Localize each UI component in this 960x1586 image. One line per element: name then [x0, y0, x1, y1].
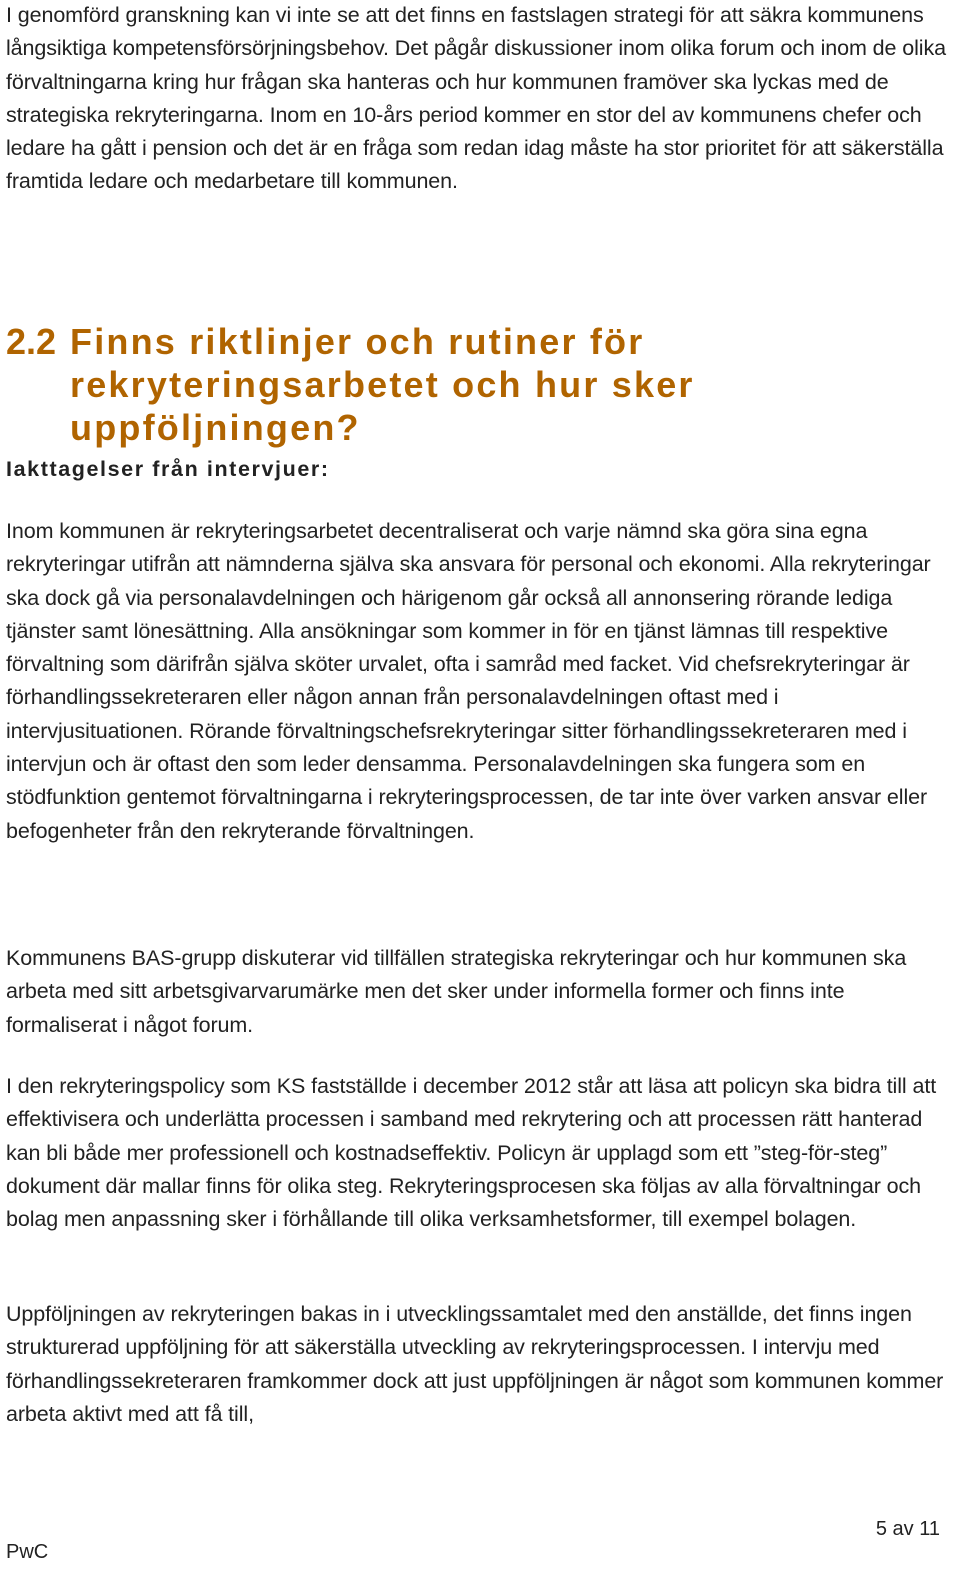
- section-number: 2.2: [6, 321, 57, 362]
- section-title: Finns riktlinjer och rutiner för rekryteringsarbetet och hur sker uppföljningen?: [70, 321, 695, 448]
- section-heading: [6, 320, 952, 449]
- body-paragraph-1: Inom kommunen är rekryteringsarbetet decentraliserat och varje nämnd ska göra sina egna rekryteringar utifrån att nämnderna själva ska ansvara för personal och ekonomi. Alla rekryteringar ska dock gå via personalavdelningen och härigenom går också all annonsering rörande lediga tjänster samt lönesättning. Alla ansökningar som kommer in för en tjänst lämnas till respektive förvaltning som därifrån själva sköter urvalet, ofta i samråd med facket. Vid chefsrekryteringar är förhandlingssekreteraren eller någon annan från personalavdelningen oftast med i intervjusituationen. Rörande förvaltningschefsrekryteringar sitter förhandlingssekreteraren med i intervjun och är oftast den som leder densamma. Personalavdelningen ska fungera som en stödfunktion gentemot förvaltningarna i rekryteringsprocessen, de tar inte över varken ansvar eller befogenheter från den rekryterande förvaltningen.: [6, 519, 931, 843]
- footer-brand: PwC: [6, 1541, 49, 1563]
- body-paragraph-2: Kommunens BAS-grupp diskuterar vid tillfällen strategiska rekryteringar och hur kommunen ska arbeta med sitt arbetsgivarvarumärke men det sker under informella former och finns inte formaliserat i något forum.: [6, 946, 907, 1037]
- body-paragraph-3: I den rekryteringspolicy som KS fastställde i december 2012 står att läsa att policyn ska bidra till att effektivisera och underlätta processen i samband med rekrytering och att processen rätt hanterad kan bli både mer professionell och kostnadseffektiv. Policyn är upplagd som ett ”steg-för-steg” dokument där mallar finns för olika steg. Rekryteringsprocesen ska följas av alla förvaltningar och bolag men anpassning sker i förhållande till olika verksamhetsformer, till exempel bolagen.: [6, 1074, 937, 1232]
- body-paragraph-4: Uppföljningen av rekryteringen bakas in i utvecklingssamtalet med den anställde, det finns ingen strukturerad uppföljning för att säkerställa utveckling av rekryteringsprocessen. I intervju med förhandlingssekreteraren framkommer dock att just uppföljningen är något som kommunen kommer arbeta aktivt med att få till,: [6, 1302, 944, 1426]
- intro-paragraph: I genomförd granskning kan vi inte se att det finns en fastslagen strategi för att säkra kommunens långsiktiga kompetensförsörjningsbehov. Det pågår diskussioner inom olika forum och inom de olika förvaltningarna kring hur frågan ska hanteras och hur kommunen framöver ska lyckas med de strategiska rekryteringarna. Inom en 10-års period kommer en stor del av kommunens chefer och ledare ha gått i pension och det är en fråga som redan idag måste ha stor prioritet för att säkerställa framtida ledare och medarbetare till kommunen.: [6, 3, 946, 194]
- page-indicator: 5 av 11: [875, 1518, 940, 1540]
- observations-subheading: Iakttagelser från intervjuer:: [6, 457, 330, 481]
